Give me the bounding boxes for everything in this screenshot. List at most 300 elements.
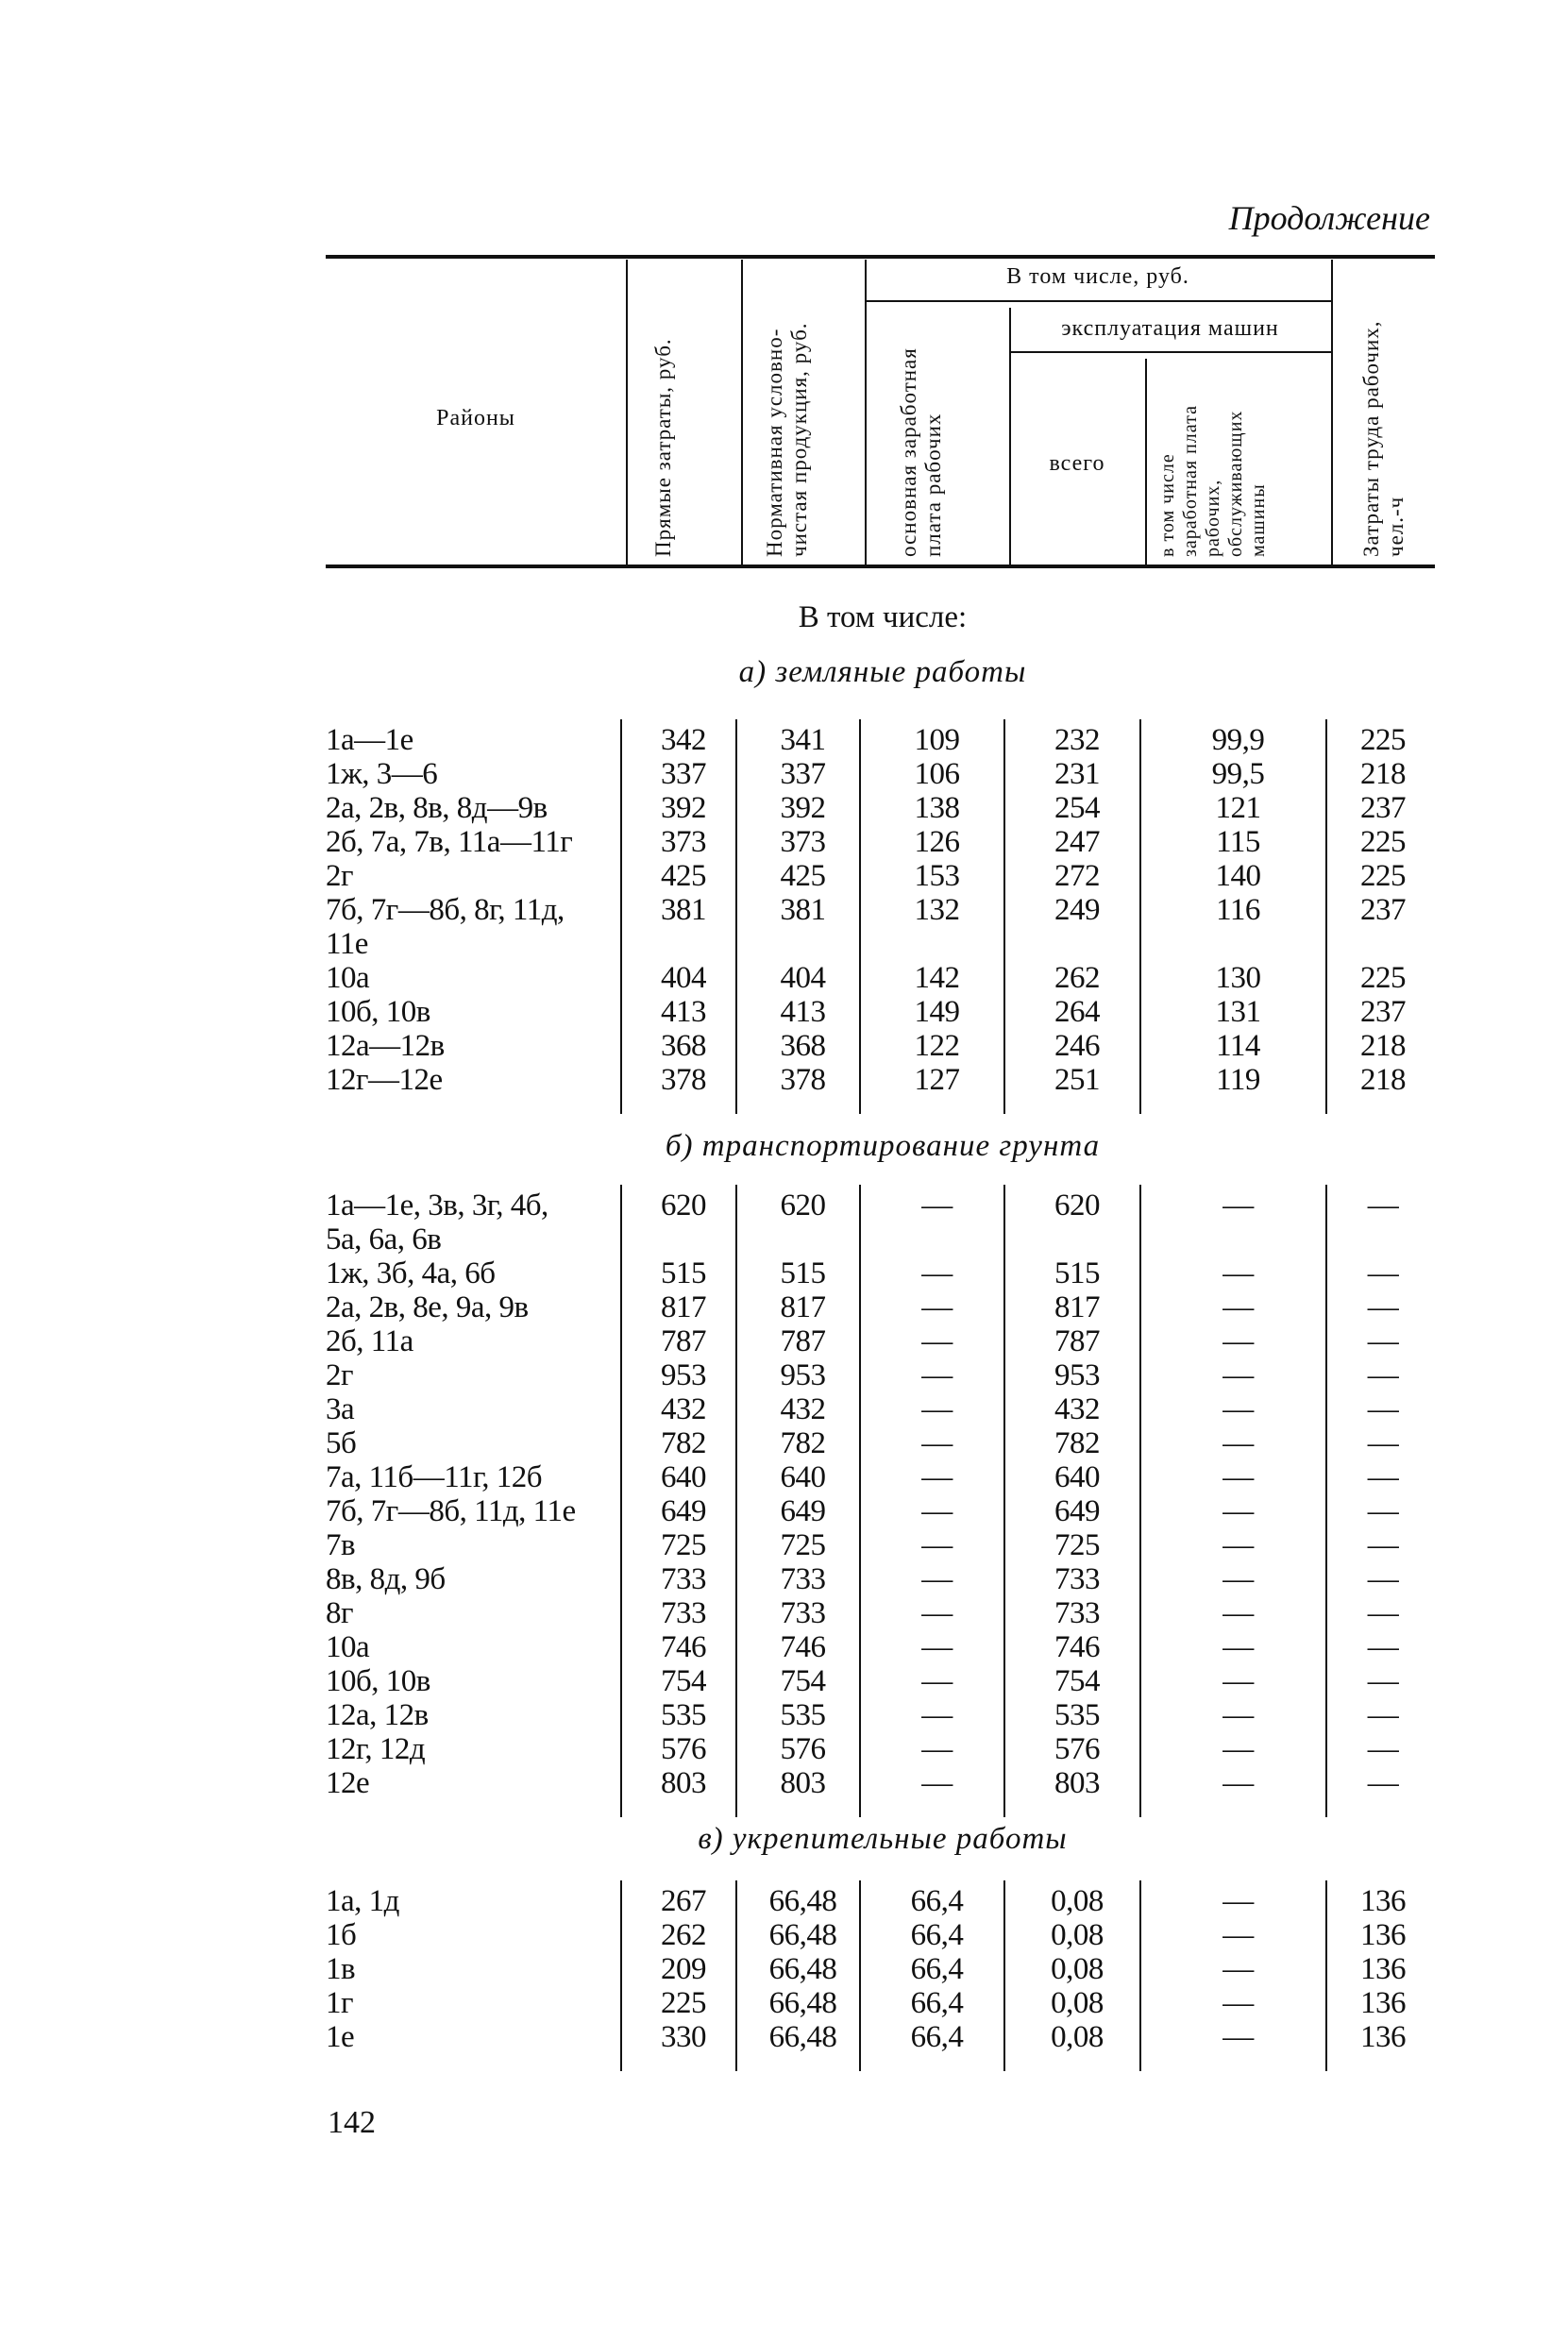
value-cell: 218: [1360, 1063, 1406, 1097]
value-cell: 330: [661, 2020, 706, 2054]
table-row: [326, 1664, 1435, 1698]
value-cell: 99,5: [1211, 757, 1265, 791]
table-row: [326, 1766, 1435, 1800]
value-cell: —: [1367, 1494, 1399, 1528]
section-title-reinforcement: в) укрепительные работы: [698, 1822, 1068, 1856]
value-cell: 392: [661, 791, 706, 825]
value-cell: 413: [661, 995, 706, 1029]
table-row: [326, 1324, 1435, 1358]
value-cell: 225: [1360, 825, 1406, 859]
value-cell: 640: [661, 1460, 706, 1494]
value-cell: 66,48: [768, 1952, 837, 1986]
value-cell: —: [1367, 1290, 1399, 1324]
value-cell: —: [1222, 1732, 1254, 1766]
district-cell: 2г: [326, 859, 354, 893]
value-cell: 66,48: [768, 1918, 837, 1952]
district-cell: 10а: [326, 1630, 370, 1664]
value-cell: 515: [1054, 1256, 1100, 1290]
table-row: [326, 825, 1435, 859]
value-cell: 225: [1360, 723, 1406, 757]
district-cell: 12е: [326, 1766, 370, 1800]
table-row: [326, 1562, 1435, 1596]
value-cell: 413: [780, 995, 826, 1029]
value-cell: 254: [1054, 791, 1100, 825]
column-divider: [1139, 1880, 1141, 2071]
divider: [741, 260, 743, 565]
value-cell: 153: [914, 859, 960, 893]
value-cell: 127: [914, 1063, 960, 1097]
value-cell: 368: [661, 1029, 706, 1063]
value-cell: 782: [661, 1426, 706, 1460]
column-divider: [1139, 719, 1141, 1114]
section-title-earthworks: а) земляные работы: [738, 655, 1027, 689]
value-cell: 267: [661, 1884, 706, 1918]
value-cell: 640: [1054, 1460, 1100, 1494]
value-cell: 787: [661, 1324, 706, 1358]
column-divider: [735, 1880, 737, 2071]
value-cell: 733: [1054, 1562, 1100, 1596]
value-cell: 817: [780, 1290, 826, 1324]
value-cell: —: [1367, 1596, 1399, 1630]
column-divider: [1325, 1185, 1327, 1817]
value-cell: 0,08: [1051, 2020, 1104, 2054]
district-cell: 1а, 1д: [326, 1884, 399, 1918]
table-row: [326, 1426, 1435, 1460]
district-cell: 1ж, 3б, 4а, 6б: [326, 1256, 496, 1290]
value-cell: —: [1222, 1494, 1254, 1528]
value-cell: 649: [780, 1494, 826, 1528]
value-cell: 515: [661, 1256, 706, 1290]
column-header-district: Районы: [436, 406, 515, 430]
value-cell: 378: [780, 1063, 826, 1097]
continued-label: Продолжение: [1228, 199, 1430, 237]
value-cell: 432: [661, 1392, 706, 1426]
value-cell: —: [1222, 1256, 1254, 1290]
group-header-including: В том числе, руб.: [1006, 264, 1189, 289]
value-cell: 515: [780, 1256, 826, 1290]
value-cell: 0,08: [1051, 1918, 1104, 1952]
table-row: [326, 1063, 1435, 1097]
district-cell: 1в: [326, 1952, 356, 1986]
value-cell: 378: [661, 1063, 706, 1097]
column-header-machine-wage: в том числе заработная плата рабочих, обслуживающих машины: [1157, 405, 1269, 557]
value-cell: 782: [1054, 1426, 1100, 1460]
value-cell: 640: [780, 1460, 826, 1494]
value-cell: 116: [1216, 893, 1260, 927]
value-cell: —: [921, 1290, 953, 1324]
value-cell: 373: [661, 825, 706, 859]
value-cell: 232: [1054, 723, 1100, 757]
value-cell: 432: [780, 1392, 826, 1426]
divider: [1011, 351, 1331, 353]
value-cell: 754: [661, 1664, 706, 1698]
value-cell: 404: [661, 961, 706, 995]
value-cell: —: [1222, 1630, 1254, 1664]
value-cell: 209: [661, 1952, 706, 1986]
value-cell: 225: [1360, 961, 1406, 995]
district-cell: 1а—1е, 3в, 3г, 4б, 5а, 6а, 6в: [326, 1188, 548, 1256]
value-cell: 733: [661, 1562, 706, 1596]
table-row: [326, 1460, 1435, 1494]
column-divider: [1003, 1880, 1005, 2071]
value-cell: 725: [780, 1528, 826, 1562]
district-cell: 2б, 7а, 7в, 11а—11г: [326, 825, 573, 859]
value-cell: —: [1222, 1358, 1254, 1392]
value-cell: 264: [1054, 995, 1100, 1029]
value-cell: 237: [1360, 791, 1406, 825]
value-cell: 746: [780, 1630, 826, 1664]
table-row: [326, 1188, 1435, 1256]
value-cell: —: [1367, 1256, 1399, 1290]
value-cell: 136: [1360, 1884, 1406, 1918]
value-cell: 237: [1360, 893, 1406, 927]
including-label: В том числе:: [798, 600, 968, 634]
column-divider: [620, 719, 622, 1114]
value-cell: 535: [1054, 1698, 1100, 1732]
value-cell: 337: [780, 757, 826, 791]
value-cell: 114: [1216, 1029, 1260, 1063]
value-cell: 106: [914, 757, 960, 791]
district-cell: 7в: [326, 1528, 356, 1562]
value-cell: 237: [1360, 995, 1406, 1029]
table-row: [326, 893, 1435, 961]
value-cell: 576: [1054, 1732, 1100, 1766]
table-row: [326, 995, 1435, 1029]
value-cell: —: [1367, 1698, 1399, 1732]
value-cell: 725: [661, 1528, 706, 1562]
value-cell: —: [1367, 1732, 1399, 1766]
table-row: [326, 961, 1435, 995]
value-cell: 620: [1054, 1188, 1100, 1222]
district-cell: 10а: [326, 961, 370, 995]
table-row: [326, 1494, 1435, 1528]
value-cell: —: [1367, 1392, 1399, 1426]
district-cell: 12а—12в: [326, 1029, 445, 1063]
value-cell: 803: [1054, 1766, 1100, 1800]
divider: [1009, 308, 1011, 565]
column-divider: [620, 1185, 622, 1817]
district-cell: 1ж, 3—6: [326, 757, 438, 791]
value-cell: 620: [661, 1188, 706, 1222]
district-cell: 2а, 2в, 8в, 8д—9в: [326, 791, 548, 825]
table-row: [326, 1290, 1435, 1324]
group-header-machines: эксплуатация машин: [1061, 316, 1279, 341]
section-title-soil-transport: б) транспортирование грунта: [665, 1129, 1101, 1163]
value-cell: —: [1367, 1188, 1399, 1222]
column-divider: [735, 1185, 737, 1817]
value-cell: 754: [780, 1664, 826, 1698]
value-cell: 535: [661, 1698, 706, 1732]
value-cell: 787: [780, 1324, 826, 1358]
divider: [865, 260, 867, 565]
value-cell: 754: [1054, 1664, 1100, 1698]
value-cell: 649: [661, 1494, 706, 1528]
table-row: [326, 1918, 1435, 1952]
value-cell: —: [1367, 1460, 1399, 1494]
district-cell: 2а, 2в, 8е, 9а, 9в: [326, 1290, 529, 1324]
district-cell: 5б: [326, 1426, 357, 1460]
table-body: [326, 1880, 1435, 2071]
table-row: [326, 859, 1435, 893]
value-cell: 620: [780, 1188, 826, 1222]
value-cell: 109: [914, 723, 960, 757]
value-cell: 142: [914, 961, 960, 995]
district-cell: 1а—1е: [326, 723, 413, 757]
district-cell: 1г: [326, 1986, 354, 2020]
value-cell: 733: [780, 1596, 826, 1630]
value-cell: —: [1222, 1460, 1254, 1494]
value-cell: 126: [914, 825, 960, 859]
value-cell: —: [921, 1528, 953, 1562]
header-bottom-rule: [326, 565, 1435, 568]
value-cell: 0,08: [1051, 1884, 1104, 1918]
district-cell: 7б, 7г—8б, 11д, 11е: [326, 1494, 576, 1528]
value-cell: 218: [1360, 757, 1406, 791]
table-row: [326, 1528, 1435, 1562]
column-divider: [1139, 1185, 1141, 1817]
column-divider: [735, 719, 737, 1114]
value-cell: 733: [1054, 1596, 1100, 1630]
value-cell: —: [921, 1664, 953, 1698]
value-cell: 136: [1360, 1986, 1406, 2020]
table-row: [326, 1029, 1435, 1063]
table-row: [326, 1986, 1435, 2020]
value-cell: 249: [1054, 893, 1100, 927]
value-cell: —: [1367, 1324, 1399, 1358]
value-cell: 381: [661, 893, 706, 927]
value-cell: 733: [661, 1596, 706, 1630]
table-row: [326, 1392, 1435, 1426]
value-cell: 136: [1360, 1918, 1406, 1952]
header-top-rule: [326, 255, 1435, 259]
table-row: [326, 1630, 1435, 1664]
value-cell: —: [1367, 1630, 1399, 1664]
table-row: [326, 1952, 1435, 1986]
value-cell: 368: [780, 1029, 826, 1063]
value-cell: 787: [1054, 1324, 1100, 1358]
value-cell: 392: [780, 791, 826, 825]
table-row: [326, 1732, 1435, 1766]
value-cell: —: [921, 1766, 953, 1800]
column-divider: [1003, 719, 1005, 1114]
value-cell: —: [1222, 1528, 1254, 1562]
value-cell: 782: [780, 1426, 826, 1460]
divider: [1331, 260, 1333, 565]
value-cell: —: [921, 1256, 953, 1290]
value-cell: 342: [661, 723, 706, 757]
value-cell: 404: [780, 961, 826, 995]
district-cell: 10б, 10в: [326, 995, 430, 1029]
district-cell: 2б, 11а: [326, 1324, 413, 1358]
value-cell: 953: [661, 1358, 706, 1392]
value-cell: —: [1367, 1426, 1399, 1460]
value-cell: —: [1222, 1324, 1254, 1358]
value-cell: 337: [661, 757, 706, 791]
value-cell: 733: [780, 1562, 826, 1596]
section-earthworks: [326, 719, 1435, 1114]
district-cell: 12г—12е: [326, 1063, 443, 1097]
value-cell: —: [921, 1698, 953, 1732]
value-cell: 535: [780, 1698, 826, 1732]
value-cell: 66,4: [910, 1918, 964, 1952]
value-cell: —: [921, 1732, 953, 1766]
value-cell: 66,48: [768, 1986, 837, 2020]
district-cell: 7б, 7г—8б, 8г, 11д, 11е: [326, 893, 565, 961]
column-header-labor: Затраты труда рабочих, чел.-ч: [1359, 320, 1408, 557]
table-body: [326, 719, 1435, 1114]
value-cell: 251: [1054, 1063, 1100, 1097]
table-row: [326, 1256, 1435, 1290]
value-cell: 246: [1054, 1029, 1100, 1063]
district-cell: 1е: [326, 2020, 355, 2054]
value-cell: —: [1222, 1918, 1254, 1952]
value-cell: 66,4: [910, 2020, 964, 2054]
value-cell: 136: [1360, 1952, 1406, 1986]
value-cell: 0,08: [1051, 1986, 1104, 2020]
value-cell: 136: [1360, 2020, 1406, 2054]
value-cell: 66,4: [910, 1952, 964, 1986]
divider: [1145, 359, 1147, 565]
value-cell: 119: [1216, 1063, 1260, 1097]
value-cell: 649: [1054, 1494, 1100, 1528]
value-cell: 66,48: [768, 2020, 837, 2054]
value-cell: —: [1367, 1562, 1399, 1596]
value-cell: 132: [914, 893, 960, 927]
value-cell: 425: [780, 859, 826, 893]
value-cell: —: [1222, 1392, 1254, 1426]
value-cell: —: [921, 1494, 953, 1528]
column-header-machines-total: всего: [1049, 451, 1105, 476]
value-cell: —: [921, 1426, 953, 1460]
value-cell: —: [921, 1630, 953, 1664]
value-cell: 373: [780, 825, 826, 859]
value-cell: 272: [1054, 859, 1100, 893]
value-cell: 115: [1216, 825, 1260, 859]
column-divider: [1325, 719, 1327, 1114]
value-cell: 746: [661, 1630, 706, 1664]
value-cell: 66,4: [910, 1986, 964, 2020]
table-row: [326, 757, 1435, 791]
value-cell: 140: [1215, 859, 1261, 893]
district-cell: 2г: [326, 1358, 354, 1392]
column-header-normative-production: Нормативная условно-чистая продукция, руб.: [763, 322, 811, 557]
divider: [626, 260, 628, 565]
value-cell: —: [1367, 1528, 1399, 1562]
value-cell: 66,48: [768, 1884, 837, 1918]
value-cell: 225: [1360, 859, 1406, 893]
value-cell: 746: [1054, 1630, 1100, 1664]
value-cell: —: [1222, 1986, 1254, 2020]
value-cell: 341: [780, 723, 826, 757]
value-cell: —: [1222, 1290, 1254, 1324]
table-row: [326, 723, 1435, 757]
column-divider: [859, 1185, 861, 1817]
value-cell: —: [921, 1460, 953, 1494]
district-cell: 12а, 12в: [326, 1698, 429, 1732]
table-row: [326, 1884, 1435, 1918]
value-cell: 817: [1054, 1290, 1100, 1324]
district-cell: 1б: [326, 1918, 357, 1952]
district-cell: 8г: [326, 1596, 354, 1630]
value-cell: —: [921, 1562, 953, 1596]
value-cell: 576: [661, 1732, 706, 1766]
value-cell: —: [1222, 1766, 1254, 1800]
value-cell: —: [1222, 1664, 1254, 1698]
value-cell: 138: [914, 791, 960, 825]
district-cell: 3а: [326, 1392, 355, 1426]
table-row: [326, 791, 1435, 825]
value-cell: —: [1222, 1698, 1254, 1732]
divider: [867, 300, 1331, 302]
value-cell: 262: [661, 1918, 706, 1952]
district-cell: 7а, 11б—11г, 12б: [326, 1460, 543, 1494]
value-cell: 131: [1215, 995, 1261, 1029]
value-cell: 121: [1215, 791, 1261, 825]
value-cell: 262: [1054, 961, 1100, 995]
column-divider: [620, 1880, 622, 2071]
district-cell: 12г, 12д: [326, 1732, 426, 1766]
value-cell: 66,4: [910, 1884, 964, 1918]
section-soil-transport: [326, 1185, 1435, 1817]
value-cell: —: [1367, 1664, 1399, 1698]
value-cell: 231: [1054, 757, 1100, 791]
value-cell: 817: [661, 1290, 706, 1324]
value-cell: 247: [1054, 825, 1100, 859]
value-cell: —: [1222, 1952, 1254, 1986]
value-cell: 803: [780, 1766, 826, 1800]
table-row: [326, 2020, 1435, 2054]
table-row: [326, 1358, 1435, 1392]
district-cell: 8в, 8д, 9б: [326, 1562, 446, 1596]
column-divider: [859, 719, 861, 1114]
page-number: 142: [328, 2105, 376, 2140]
district-cell: 10б, 10в: [326, 1664, 430, 1698]
value-cell: 218: [1360, 1029, 1406, 1063]
value-cell: 99,9: [1211, 723, 1265, 757]
value-cell: 0,08: [1051, 1952, 1104, 1986]
value-cell: 425: [661, 859, 706, 893]
column-divider: [859, 1880, 861, 2071]
table-row: [326, 1698, 1435, 1732]
value-cell: —: [1367, 1358, 1399, 1392]
value-cell: 225: [661, 1986, 706, 2020]
column-header-base-wage: основная заработная плата рабочих: [897, 347, 945, 557]
value-cell: —: [921, 1188, 953, 1222]
value-cell: —: [921, 1324, 953, 1358]
value-cell: —: [1222, 1596, 1254, 1630]
value-cell: 432: [1054, 1392, 1100, 1426]
section-reinforcement: [326, 1880, 1435, 2071]
column-header-direct-costs: Прямые затраты, руб.: [651, 338, 675, 557]
value-cell: —: [1222, 1188, 1254, 1222]
value-cell: 803: [661, 1766, 706, 1800]
value-cell: —: [921, 1392, 953, 1426]
column-divider: [1003, 1185, 1005, 1817]
value-cell: 381: [780, 893, 826, 927]
value-cell: 953: [1054, 1358, 1100, 1392]
table-row: [326, 1596, 1435, 1630]
value-cell: 953: [780, 1358, 826, 1392]
value-cell: 725: [1054, 1528, 1100, 1562]
value-cell: 149: [914, 995, 960, 1029]
column-divider: [1325, 1880, 1327, 2071]
value-cell: —: [1222, 1884, 1254, 1918]
value-cell: —: [1222, 1426, 1254, 1460]
table-body: [326, 1185, 1435, 1817]
value-cell: 130: [1215, 961, 1261, 995]
value-cell: 576: [780, 1732, 826, 1766]
value-cell: —: [921, 1358, 953, 1392]
